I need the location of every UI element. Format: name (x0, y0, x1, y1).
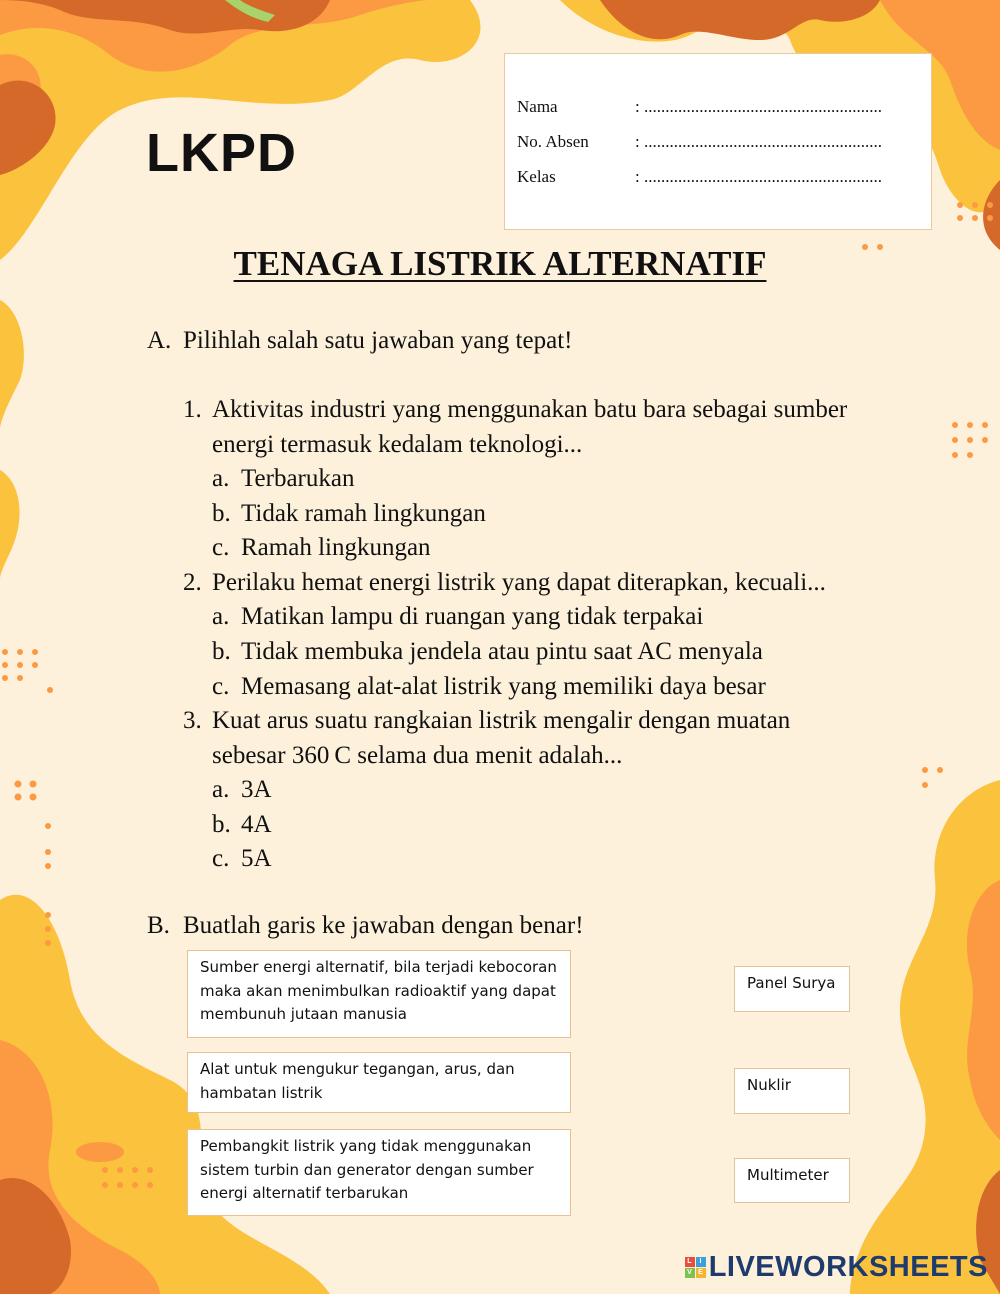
option-letter: b. (212, 500, 231, 527)
statement-box-1[interactable] (187, 950, 571, 1038)
statement-3-line-3: energi alternatif terbarukan (200, 1184, 409, 1202)
statement-2-line-2: hambatan listrik (200, 1083, 323, 1102)
class-field-row (517, 167, 882, 187)
liveworksheets-logo (685, 1251, 988, 1284)
option-text: Terbarukan (241, 465, 355, 492)
badge-letter: V (685, 1268, 695, 1278)
question-2-number: 2. (183, 569, 202, 596)
question-3-line-1: Kuat arus suatu rangkaian listrik mengalir dengan muatan (212, 707, 791, 734)
section-b-marker: B. (147, 912, 170, 939)
option-text: Matikan lampu di ruangan yang tidak terpakai (241, 603, 704, 630)
question-3-line-2: sebesar 360 C selama dua menit adalah... (212, 741, 623, 769)
statement-1-line-3: membunuh jutaan manusia (200, 1005, 407, 1023)
option-letter: c. (212, 673, 230, 700)
option-letter: a. (212, 776, 230, 803)
question-3-number: 3. (183, 707, 202, 734)
statement-2-line-1: Alat untuk mengukur tegangan, arus, dan (200, 1060, 515, 1078)
main-title-text: TENAGA LISTRIK ALTERNATIF (233, 244, 767, 283)
answer-box-nuklir[interactable]: Nuklir (734, 1068, 850, 1114)
class-label: Kelas (517, 167, 556, 186)
question-1-line-1: Aktivitas industri yang menggunakan batu bara sebagai sumber (212, 396, 848, 423)
statement-box-3[interactable] (187, 1129, 571, 1216)
option-text: 3A (241, 776, 272, 803)
section-a-marker: A. (147, 327, 172, 354)
option-letter: c. (212, 534, 230, 561)
question-1-option-a[interactable] (212, 462, 354, 497)
main-title (0, 244, 1000, 284)
answer-box-multimeter[interactable]: Multimeter (734, 1158, 850, 1203)
brand-text: LIVEWORKSHEETS (708, 1251, 988, 1283)
section-b-instruction: Buatlah garis ke jawaban dengan benar! (183, 912, 584, 939)
student-info-box (504, 53, 932, 230)
option-text: Tidak ramah lingkungan (241, 500, 486, 527)
absen-field-row (517, 132, 882, 152)
question-2-option-b[interactable] (212, 635, 763, 670)
option-letter: a. (212, 603, 230, 630)
option-letter: b. (212, 811, 231, 838)
statement-box-2[interactable] (187, 1052, 571, 1113)
badge-letter: I (696, 1257, 706, 1267)
option-text: Ramah lingkungan (241, 534, 431, 561)
question-3-option-b[interactable] (212, 808, 272, 843)
statement-3-line-2: sistem turbin dan generator dengan sumber (200, 1160, 534, 1179)
statement-1-line-1: Sumber energi alternatif, bila terjadi kebocoran (200, 958, 557, 976)
question-1-option-b[interactable] (212, 497, 486, 532)
option-text: Tidak membuka jendela atau pintu saat AC menyala (241, 638, 763, 665)
badge-letter: E (696, 1268, 706, 1278)
option-letter: a. (212, 465, 230, 492)
name-label: Nama (517, 97, 558, 116)
name-input[interactable]: : ........................................................ (635, 97, 882, 116)
absen-input[interactable]: : ........................................................ (635, 132, 882, 151)
live-badge-icon (685, 1257, 706, 1278)
option-letter: b. (212, 638, 231, 665)
name-field-row (517, 97, 882, 117)
option-text: 4A (241, 811, 272, 838)
question-1-text (212, 393, 847, 462)
question-1-number: 1. (183, 396, 202, 423)
section-a-instruction: Pilihlah salah satu jawaban yang tepat! (183, 327, 573, 354)
question-2-option-a[interactable] (212, 600, 703, 635)
question-3-option-a[interactable] (212, 773, 272, 808)
option-text: 5A (241, 845, 272, 872)
question-3-text (212, 704, 790, 773)
question-3-option-c[interactable] (212, 842, 272, 877)
question-1-option-c[interactable] (212, 531, 431, 566)
answer-box-panel-surya[interactable]: Panel Surya (734, 966, 850, 1012)
worksheet-title: LKPD (146, 123, 297, 183)
class-input[interactable]: : ........................................................ (635, 167, 882, 186)
option-letter: c. (212, 845, 230, 872)
question-2-option-c[interactable] (212, 670, 766, 705)
statement-3-line-1: Pembangkit listrik yang tidak menggunakan (200, 1137, 532, 1155)
statement-1-line-2: maka akan menimbulkan radioaktif yang dapat (200, 981, 556, 1000)
question-1-line-2: energi termasuk kedalam teknologi... (212, 430, 583, 458)
badge-letter: L (685, 1257, 695, 1267)
question-2-text: Perilaku hemat energi listrik yang dapat diterapkan, kecuali... (212, 569, 826, 596)
option-text: Memasang alat-alat listrik yang memiliki daya besar (241, 673, 766, 700)
absen-label: No. Absen (517, 132, 589, 151)
